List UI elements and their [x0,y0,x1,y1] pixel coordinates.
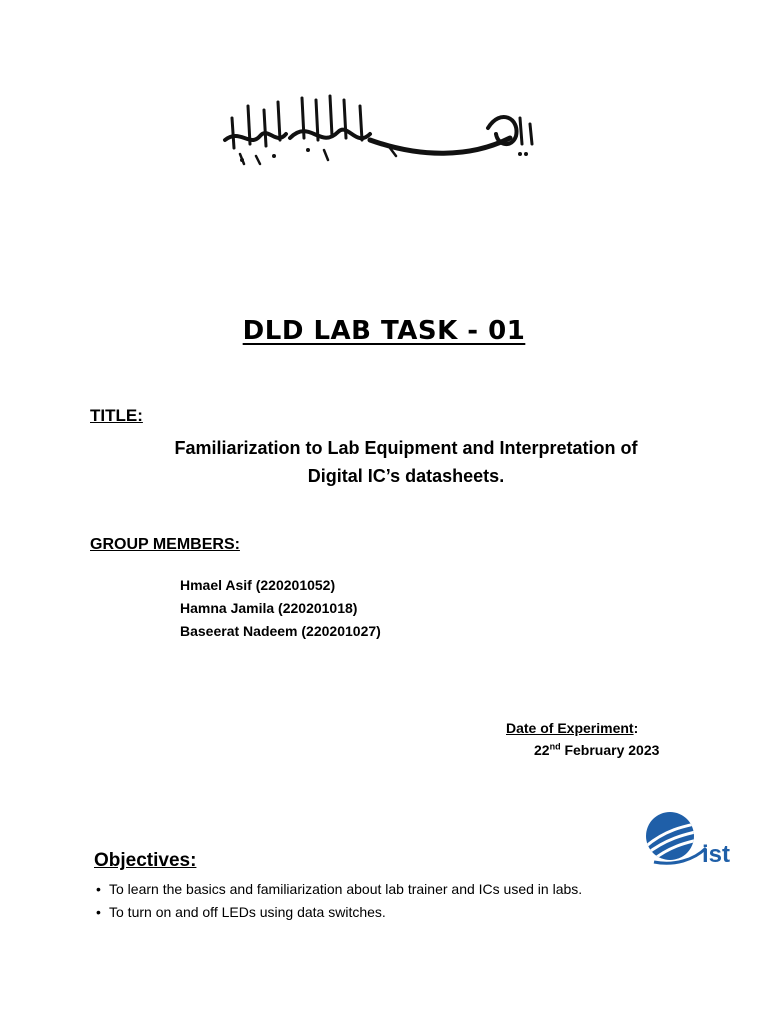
bullet-icon: • [96,881,101,897]
date-rest: February 2023 [560,742,660,758]
objective-text: To learn the basics and familiarization about lab trainer and ICs used in labs. [109,881,583,897]
member-item: Hmael Asif (220201052) [180,577,336,593]
bullet-icon: • [96,904,101,920]
date-label-colon: : [633,720,639,736]
title-text [100,434,712,490]
bismillah-calligraphy [220,88,540,168]
date-label [506,720,638,736]
main-title-text: DLD LAB TASK - 01 [242,316,526,346]
date-suffix: nd [549,741,561,752]
group-members-list [180,574,381,643]
member-item: Hamna Jamila (220201018) [180,600,358,616]
date-label-text: Date of Experiment [506,720,634,736]
objective-item [96,901,582,924]
objective-text: To turn on and off LEDs using data switches. [109,904,386,920]
ist-logo [644,808,744,870]
title-label: TITLE: [90,406,143,425]
date-value [534,742,659,758]
objectives-label: Objectives: [94,850,197,871]
member-item: Baseerat Nadeem (220201027) [180,623,381,639]
main-title [0,316,768,346]
objective-item [96,878,582,901]
ist-logo-text: ist [702,841,731,868]
title-line-2: Digital IC’s datasheets. [307,466,505,486]
objectives-list [96,878,582,924]
group-members-label: GROUP MEMBERS: [90,536,240,553]
ist-logo-mark [644,808,744,870]
date-day: 22 [534,742,550,758]
title-line-1: Familiarization to Lab Equipment and Interpretation of [174,438,638,458]
